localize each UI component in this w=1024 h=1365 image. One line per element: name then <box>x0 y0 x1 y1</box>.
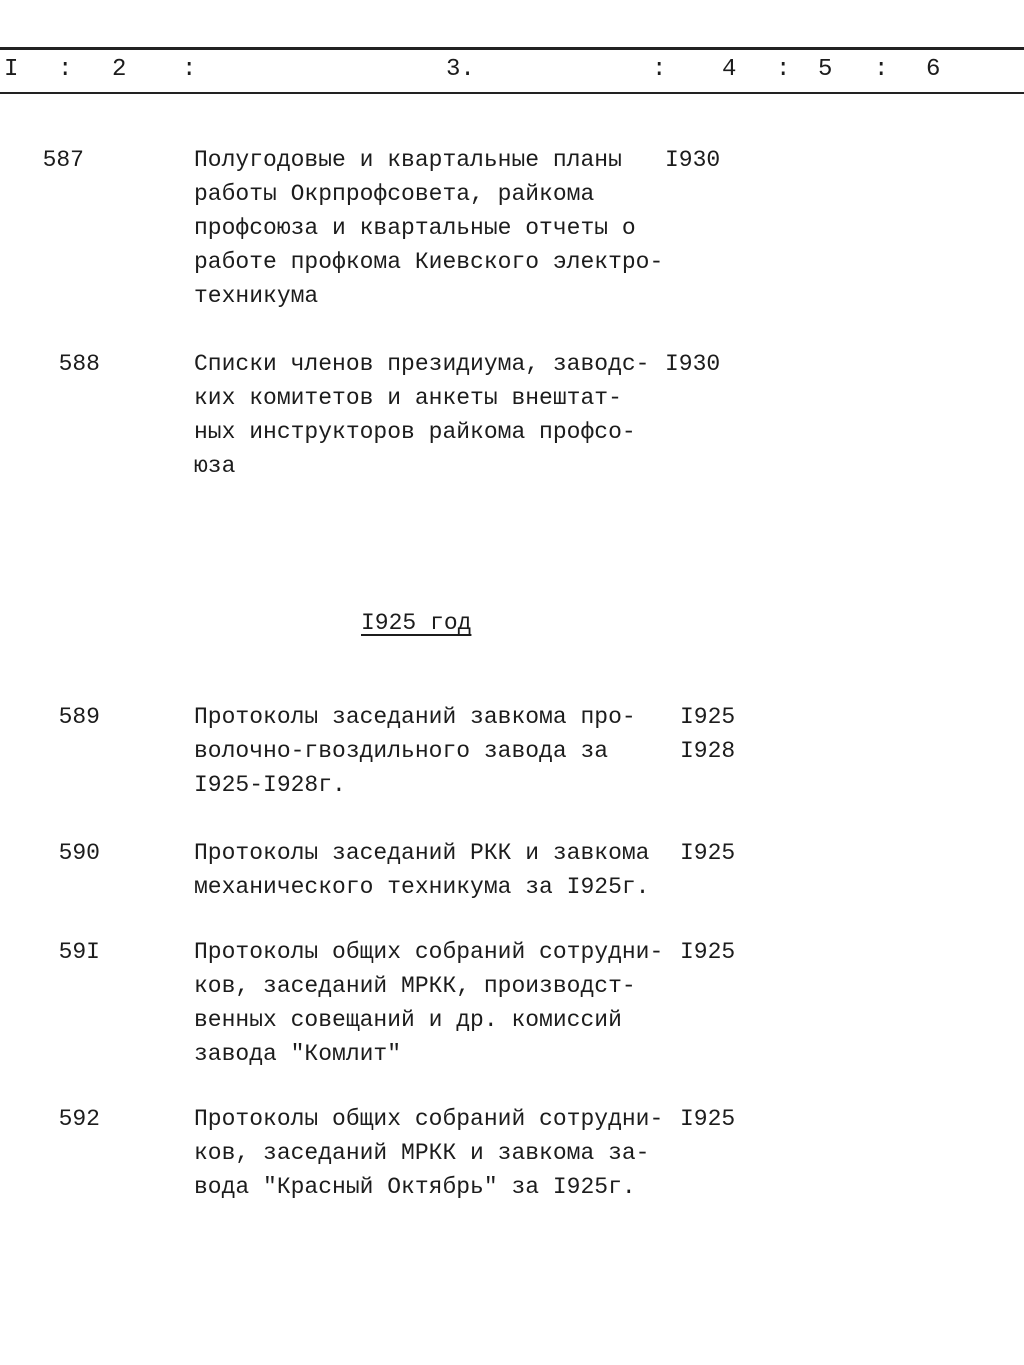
entry-dates <box>680 836 735 870</box>
description-line: ков, заседаний МРКК и завкома за- <box>194 1140 650 1166</box>
entry-year: I928 <box>680 738 736 764</box>
description-line: юза <box>194 453 236 479</box>
col-sep: : <box>874 56 889 83</box>
description-line: Протоколы общих собраний сотрудни- <box>194 939 664 965</box>
col-5: 5 <box>818 56 833 83</box>
entry-year: I930 <box>665 351 721 377</box>
description-line: работе профкома Киевского электро- <box>194 249 664 275</box>
entry-year: I925 <box>680 939 736 965</box>
description-line: Полугодовые и квартальные планы <box>194 147 622 173</box>
entry-number: 590 <box>58 840 100 866</box>
entry-number: 592 <box>58 1106 100 1132</box>
col-sep: : <box>652 56 667 83</box>
entry-description <box>194 836 649 904</box>
description-line: венных совещаний и др. комиссий <box>194 1007 622 1033</box>
description-line: Протоколы заседаний завкома про- <box>194 704 636 730</box>
description-line: Протоколы общих собраний сотрудни- <box>194 1106 664 1132</box>
description-line: ких комитетов и анкеты внештат- <box>194 385 622 411</box>
entry-number: 588 <box>58 351 100 377</box>
entry-number: 59I <box>58 939 100 965</box>
description-line: работы Окрпрофсовета, райкома <box>194 181 595 207</box>
entry-description <box>194 700 636 802</box>
header-bottom-rule <box>0 92 1024 94</box>
description-line: вода "Красный Октябрь" за I925г. <box>194 1174 636 1200</box>
entry-year: I925 <box>680 840 736 866</box>
col-sep: : <box>776 56 791 83</box>
description-line: волочно-гвоздильного завода за <box>194 738 609 764</box>
entry-dates <box>680 935 735 969</box>
header-top-rule <box>0 47 1024 50</box>
entry-description <box>194 347 649 483</box>
description-line: ков, заседаний МРКК, производст- <box>194 973 636 999</box>
description-line: ных инструкторов райкома профсо- <box>194 419 636 445</box>
entry-description <box>194 935 663 1071</box>
col-sep: : <box>58 56 73 83</box>
entry-dates <box>680 1102 735 1136</box>
description-line: Списки членов президиума, заводс- <box>194 351 650 377</box>
description-line: Протоколы заседаний РКК и завкома <box>194 840 650 866</box>
col-1: I <box>4 56 19 83</box>
entry-year: I925 <box>680 704 736 730</box>
entry-number: 589 <box>58 704 100 730</box>
entry-dates <box>665 347 720 381</box>
description-line: профсоюза и квартальные отчеты о <box>194 215 636 241</box>
description-line: механического техникума за I925г. <box>194 874 650 900</box>
col-sep: : <box>182 56 197 83</box>
entry-dates <box>665 143 720 177</box>
col-2: 2 <box>112 56 127 83</box>
entry-description <box>194 143 663 313</box>
entry-year: I925 <box>680 1106 736 1132</box>
entry-dates <box>680 700 735 768</box>
entry-description <box>194 1102 663 1204</box>
col-4: 4 <box>722 56 737 83</box>
section-title: I925 год <box>361 610 472 636</box>
description-line: завода "Комлит" <box>194 1041 402 1067</box>
col-6: 6 <box>926 56 941 83</box>
description-line: I925-I928г. <box>194 772 346 798</box>
entry-number: 587 <box>42 147 84 173</box>
col-3: 3. <box>446 56 475 83</box>
description-line: техникума <box>194 283 319 309</box>
entry-year: I930 <box>665 147 721 173</box>
